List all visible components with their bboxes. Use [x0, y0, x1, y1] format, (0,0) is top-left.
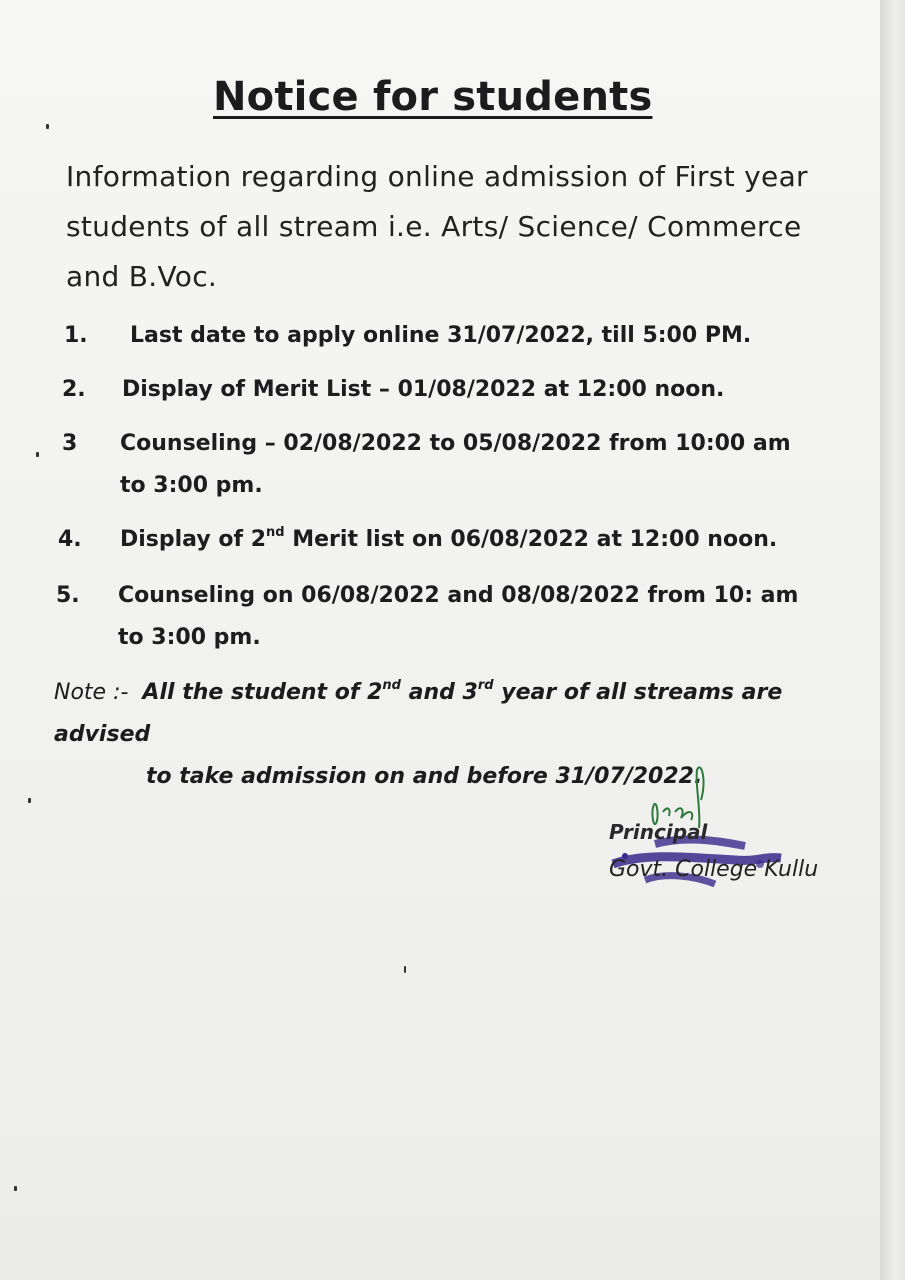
item-text: Last date to apply online 31/07/2022, till 5:00 PM. [130, 323, 752, 348]
note-label: Note :- [54, 680, 129, 705]
item-number: 3 [62, 431, 78, 456]
notice-intro: Information regarding online admission of First year students of all stream i.e. Arts/ Science/ Commerce and B.Voc. [66, 160, 808, 293]
note-text-line2: to take admission on and before 31/07/2022. [146, 764, 703, 789]
item-number: 5. [56, 583, 80, 608]
item-text: Display of 2nd Merit list on 06/08/2022 at 12:00 noon. [120, 525, 778, 552]
item-text-line1: Counseling – 02/08/2022 to 05/08/2022 from 10:00 am [120, 431, 791, 456]
paper-speck [404, 966, 406, 973]
notice-title: Notice for students [213, 74, 653, 120]
paper-speck [14, 1186, 17, 1191]
signature-title: Principal [609, 820, 708, 844]
note-text-line1: All the student of 2nd and 3rd year of all streams are advised [54, 678, 783, 747]
paper-speck [36, 452, 39, 457]
item-text-line2: to 3:00 pm. [118, 625, 261, 650]
item-text-line2: to 3:00 pm. [120, 473, 263, 498]
list-item [56, 574, 836, 662]
signature-institution: Govt. College Kullu [609, 857, 819, 882]
paper-speck [28, 798, 31, 803]
item-text: Display of Merit List – 01/08/2022 at 12:00 noon. [122, 377, 725, 402]
list-item [62, 422, 822, 510]
item-number: 1. [64, 323, 88, 348]
page-edge [880, 0, 905, 1280]
item-number: 2. [62, 377, 86, 402]
paper-speck [46, 124, 49, 129]
signature-block [585, 760, 845, 910]
item-text-line1: Counseling on 06/08/2022 and 08/08/2022 from 10: am [118, 583, 799, 608]
item-number: 4. [58, 527, 82, 552]
